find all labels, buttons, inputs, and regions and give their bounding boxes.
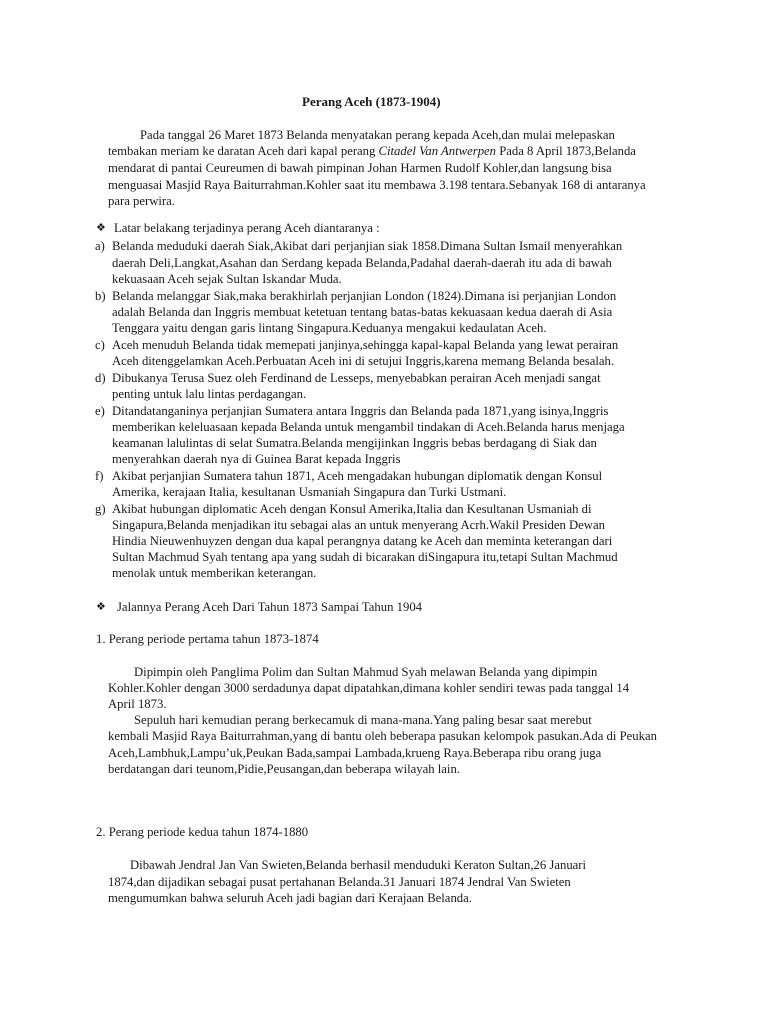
period1-para2-line: Sepuluh hari kemudian perang berkecamuk di mana-mana.Yang paling besar saat merebut (134, 713, 592, 727)
document-title: Perang Aceh (1873-1904) (302, 94, 441, 109)
diamond-bullet-icon: ❖ (96, 222, 106, 234)
period1-para1-line: April 1873. (108, 697, 167, 711)
list-marker-b: b) (95, 289, 106, 303)
intro-line-3: mendarat di pantai Ceureumen di bawah pimpinan Johan Harmen Rudolf Kohler,dan langsung bisa (108, 161, 612, 175)
period1-heading: 1. Perang periode pertama tahun 1873-1874 (96, 632, 319, 646)
intro-line-2 (108, 143, 636, 159)
list-item-e-line: Ditandatanganinya perjanjian Sumatera antara Inggris dan Belanda pada 1871,yang isinya,Inggris (112, 404, 609, 418)
list-item-g-line: Hindia Nieuwenhuyzen dengan dua kapal perangnya datang ke Aceh dan meminta keterangan dari (112, 534, 613, 548)
list-item-g-line: Singapura,Belanda menjadikan itu sebagai alas an untuk menyerang Acrh.Wakil Presiden Dewan (112, 518, 605, 532)
period1-para1-line: Dipimpin oleh Panglima Polim dan Sultan Mahmud Syah melawan Belanda yang dipimpin (134, 665, 598, 679)
intro-line-1: Pada tanggal 26 Maret 1873 Belanda menyatakan perang kepada Aceh,dan mulai melepaskan (140, 128, 615, 142)
list-item-a-line: daerah Deli,Langkat,Asahan dan Serdang kepada Belanda,Padahal daerah-daerah itu ada di bawah (112, 256, 612, 270)
list-item-b-line: Belanda melanggar Siak,maka berakhirlah perjanjian London (1824).Dimana isi perjanjian London (112, 289, 617, 303)
diamond-bullet-icon: ❖ (96, 601, 106, 613)
list-item-b-line: adalah Belanda dan Inggris membuat ketetuan tentang batas-batas kekuasaan kedua daerah di Asia (112, 305, 613, 319)
period2-heading: 2. Perang periode kedua tahun 1874-1880 (96, 825, 309, 839)
list-item-d-line: penting untuk lalu lintas perdagangan. (112, 387, 307, 401)
list-marker-e: e) (95, 404, 105, 418)
list-item-d-line: Dibukanya Terusa Suez oleh Ferdinand de Lesseps, menyebabkan perairan Aceh menjadi sangat (112, 371, 601, 385)
period2-para1-line: mengumumkan bahwa seluruh Aceh jadi bagian dari Kerajaan Belanda. (108, 891, 472, 905)
list-marker-g: g) (95, 502, 106, 516)
list-item-g-line: Akibat hubungan diplomatic Aceh dengan Konsul Amerika,Italia dan Kesultanan Usmaniah di (112, 502, 592, 516)
section2-heading: Jalannya Perang Aceh Dari Tahun 1873 Sampai Tahun 1904 (117, 600, 423, 614)
list-item-g-line: menolak untuk memberikan keterangan. (112, 566, 317, 580)
list-marker-f: f) (95, 469, 104, 483)
period1-para1-line: Kohler.Kohler dengan 3000 serdadunya dapat dipatahkan,dimana kohler sendiri tewas pada tanggal 14 (108, 681, 630, 695)
period1-para2-line: berdatangan dari teunom,Pidie,Peusangan,dan beberapa wilayah lain. (108, 762, 460, 776)
intro-line-2-text: tembakan meriam ke daratan Aceh dari kapal perang (108, 144, 379, 158)
list-item-b-line: Tenggara yaitu dengan garis lintang Singapura.Keduanya mengakui kedaulatan Aceh. (112, 321, 547, 335)
list-item-e-line: memberikan keleluasaan kepada Belanda untuk mengambil tindakan di Aceh.Belanda harus menjaga (112, 420, 625, 434)
intro-line-2-tail: Pada 8 April 1873,Belanda (496, 144, 636, 158)
period1-para2-line: Aceh,Lambhuk,Lampu’uk,Peukan Bada,sampai Lambada,krueng Raya.Beberapa ribu orang juga (108, 746, 602, 760)
list-item-a-line: kekuasaan Aceh sejak Sultan Iskandar Muda. (112, 272, 342, 286)
list-item-c-line: Aceh ditenggelamkan Aceh.Perbuatan Aceh ini di setujui Inggris,karena memang Belanda besalah. (112, 354, 615, 368)
list-item-e-line: keamanan lalulintas di selat Sumatra.Belanda mengijinkan Inggris bebas berdagang di Siak dan (112, 436, 597, 450)
list-marker-c: c) (95, 338, 105, 352)
list-marker-d: d) (95, 371, 106, 385)
list-item-f-line: Akibat perjanjian Sumatera tahun 1871, Aceh mengadakan hubungan diplomatik dengan Konsul (112, 469, 603, 483)
list-item-a-line: Belanda meduduki daerah Siak,Akibat dari perjanjian siak 1858.Dimana Sultan Ismail menyerahkan (112, 239, 623, 253)
section1-heading: Latar belakang terjadinya perang Aceh diantaranya : (114, 221, 380, 235)
intro-line-5: para perwira. (108, 194, 175, 208)
intro-line-4: menguasai Masjid Raya Baiturrahman.Kohler saat itu membawa 3.198 tentara.Sebanyak 168 di antaranya (108, 178, 646, 192)
list-marker-a: a) (95, 239, 105, 253)
list-item-e-line: menyerahkan daerah nya di Guinea Barat kepada Inggris (112, 452, 401, 466)
list-item-g-line: Sultan Machmud Syah tentang apa yang sudah di bicarakan diSingapura itu,tetapi Sultan Machmud (112, 550, 618, 564)
list-item-c-line: Aceh menuduh Belanda tidak memepati janjinya,sehingga kapal-kapal Belanda yang lewat perairan (112, 338, 619, 352)
ship-name: Citadel Van Antwerpen (378, 144, 497, 158)
period1-para2-line: kembali Masjid Raya Baiturrahman,yang di bantu oleh beberapa pasukan kelompok pasukan.Ada di Peukan (108, 729, 657, 743)
list-item-f-line: Amerika, kerajaan Italia, kesultanan Usmaniah Singapura dan Turki Ustmani. (112, 485, 507, 499)
period2-para1-line: 1874,dan dijadikan sebagai pusat pertahanan Belanda.31 Januari 1874 Jendral Van Swieten (108, 875, 571, 889)
period2-para1-line: Dibawah Jendral Jan Van Swieten,Belanda berhasil menduduki Keraton Sultan,26 Januari (130, 858, 587, 872)
